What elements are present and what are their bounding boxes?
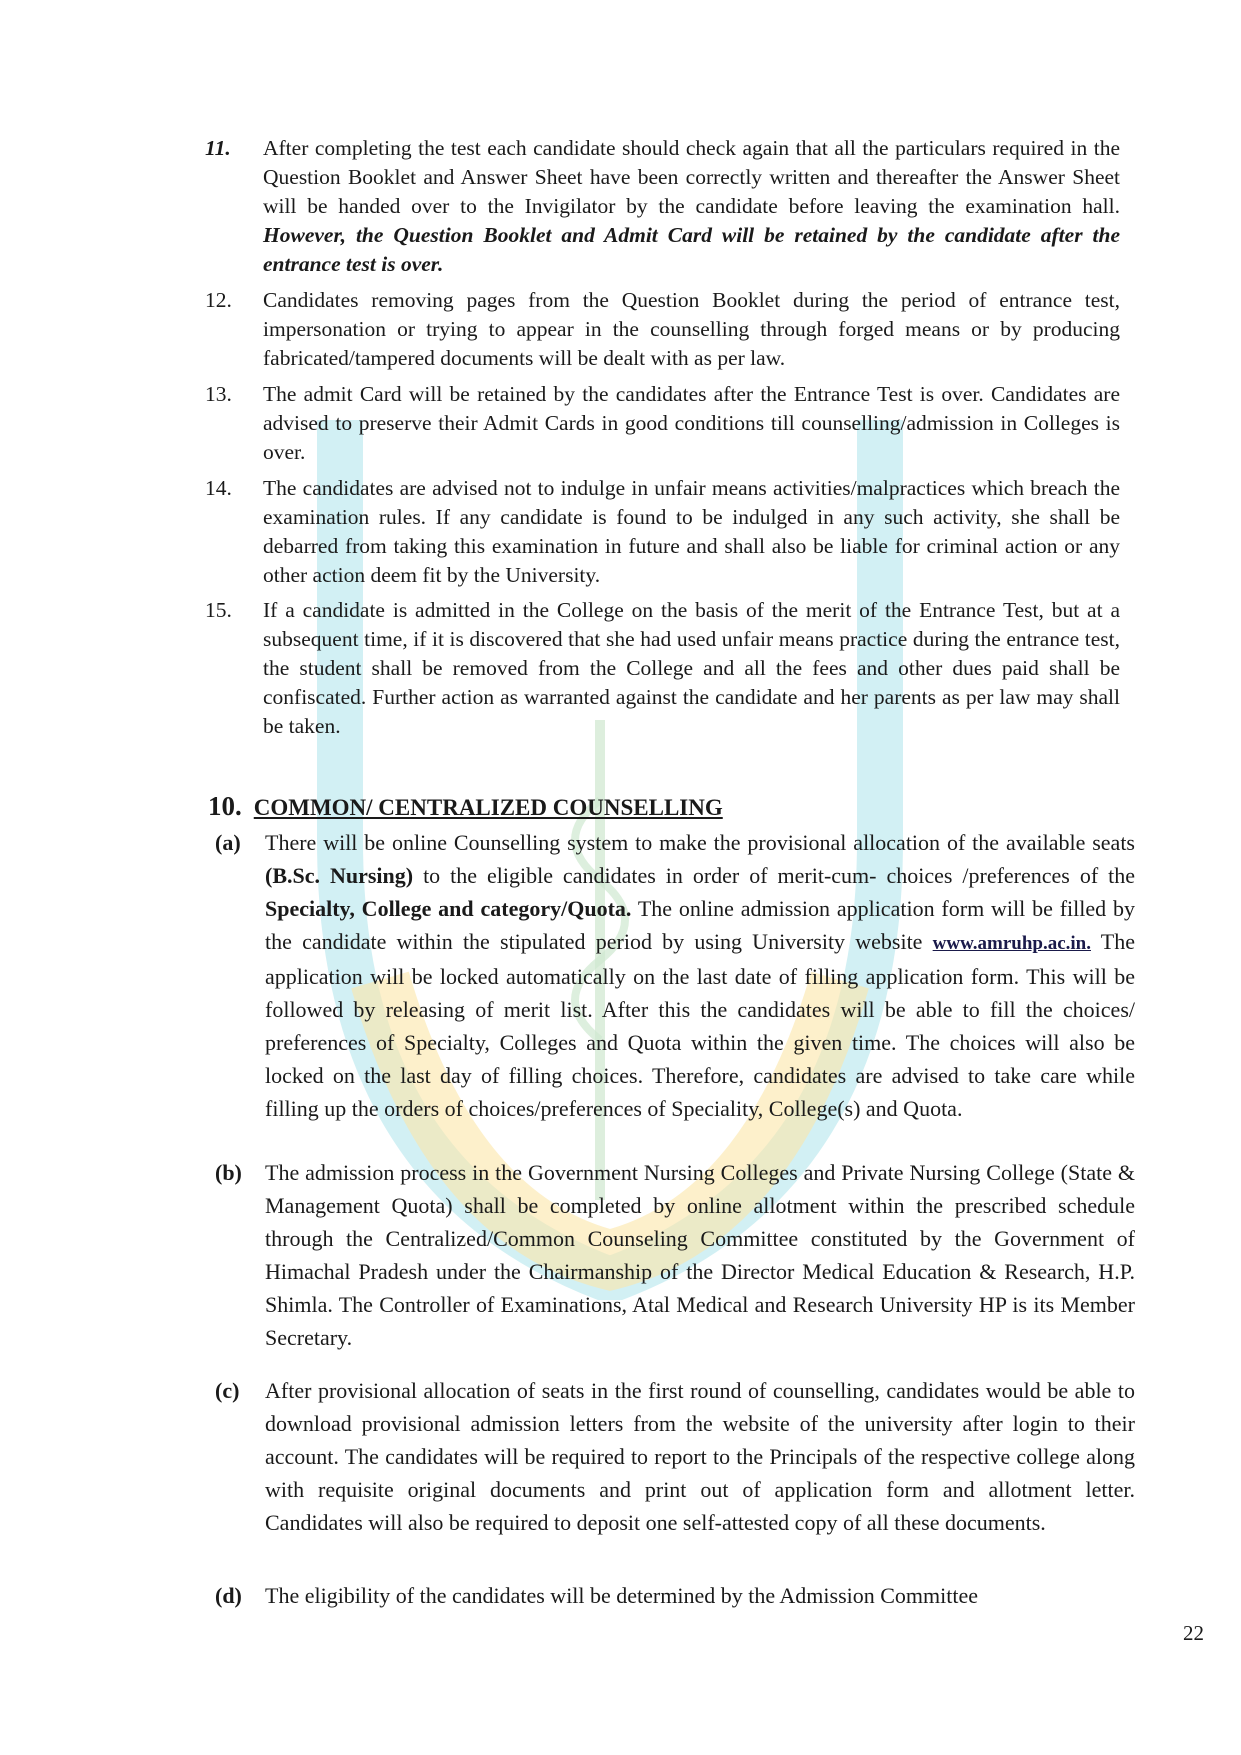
subsection-a <box>215 826 1135 1125</box>
subsection-text: There will be online Counselling system to make the provisional allocation of the available seats <box>265 830 1135 855</box>
instruction-item-15 <box>205 596 1120 741</box>
item-emphasis: However, the Question Booklet and Admit Card will be retained by the candidate after the entrance test is over. <box>263 223 1120 276</box>
item-number: 15. <box>205 598 232 622</box>
item-text: After completing the test each candidate should check again that all the particulars required in the Question Booklet and Answer Sheet have been correctly written and thereafter the Answer Sheet will be handed over to the Invigilator by the candidate before leaving the examination hall. <box>263 136 1120 218</box>
instruction-item-12 <box>205 286 1120 373</box>
subsection-label: (a) <box>215 830 241 855</box>
item-number: 13. <box>205 382 232 406</box>
item-text: The admit Card will be retained by the candidates after the Entrance Test is over. Candidates are advised to preserve their Admit Cards in good conditions till counselling/admission in Colleges is over. <box>263 382 1120 464</box>
subsection-text: The online admission application form will be filled by the candidate within the stipulated period by using University website <box>265 896 1135 954</box>
subsection-d <box>215 1579 1135 1612</box>
instruction-item-14 <box>205 474 1120 590</box>
page-number: 22 <box>1183 1621 1204 1645</box>
subsection-text: The admission process in the Government Nursing Colleges and Private Nursing College (State & Management Quota) shall be completed by online allotment within the prescribed schedule through the Centralized/Common Counseling Committee constituted by the Government of Himachal Pradesh under the Chairmanship of the Director Medical Education & Research, H.P. Shimla. The Controller of Examinations, Atal Medical and Research University HP is its Member Secretary. <box>265 1160 1135 1350</box>
subsection-b <box>215 1156 1135 1354</box>
item-text: The candidates are advised not to indulge in unfair means activities/malpractices which breach the examination rules. If any candidate is found to be indulged in any such activity, she shall be debarred from taking this examination in future and shall also be liable for criminal action or any other action deem fit by the University. <box>263 476 1120 587</box>
item-number: 12. <box>205 288 232 312</box>
item-text: If a candidate is admitted in the College on the basis of the merit of the Entrance Test, but at a subsequent time, if it is discovered that she had used unfair means practice during the entrance test, the student shall be removed from the College and all the fees and other dues paid shall be confiscated. Further action as warranted against the candidate and her parents as per law may shall be taken. <box>263 598 1120 738</box>
instruction-item-13 <box>205 380 1120 467</box>
subsection-label: (b) <box>215 1160 242 1185</box>
subsection-c <box>215 1374 1135 1539</box>
subsection-text: to the eligible candidates in order of merit-cum- choices /preferences of the <box>413 863 1135 888</box>
subsection-label: (c) <box>215 1378 240 1403</box>
instruction-item-11 <box>205 134 1120 279</box>
preference-criteria: Specialty, College and category/Quota. <box>265 896 632 921</box>
item-text: Candidates removing pages from the Question Booklet during the period of entrance test, impersonation or trying to appear in the counselling through forged means or by producing fabricated/tampered documents will be dealt with as per law. <box>263 288 1120 370</box>
item-number: 11. <box>205 136 231 160</box>
course-name: (B.Sc. Nursing) <box>265 863 414 888</box>
subsection-text: The application will be locked automatically on the last date of filling application form. This will be followed by releasing of merit list. After this the candidates will be able to fill the choices/ preferences of Specialty, Colleges and Quota within the given time. The choices will also be locked on the last day of filling choices. Therefore, candidates are advised to take care while filling up the orders of choices/preferences of Speciality, College(s) and Quota. <box>265 929 1135 1121</box>
subsection-label: (d) <box>215 1583 242 1608</box>
section-title: COMMON/ CENTRALIZED COUNSELLING <box>253 795 723 820</box>
section-heading <box>208 791 723 822</box>
subsection-text: The eligibility of the candidates will be determined by the Admission Committee <box>265 1583 979 1608</box>
subsection-text: After provisional allocation of seats in the first round of counselling, candidates would be able to download provisional admission letters from the website of the university after login to their account. The candidates will be required to report to the Principals of the respective college along with requisite original documents and print out of application form and allotment letter. Candidates will also be required to deposit one self-attested copy of all these documents. <box>265 1378 1135 1535</box>
item-number: 14. <box>205 476 232 500</box>
university-website-link[interactable]: www.amruhp.ac.in. <box>932 933 1091 954</box>
section-number: 10. <box>208 791 242 821</box>
